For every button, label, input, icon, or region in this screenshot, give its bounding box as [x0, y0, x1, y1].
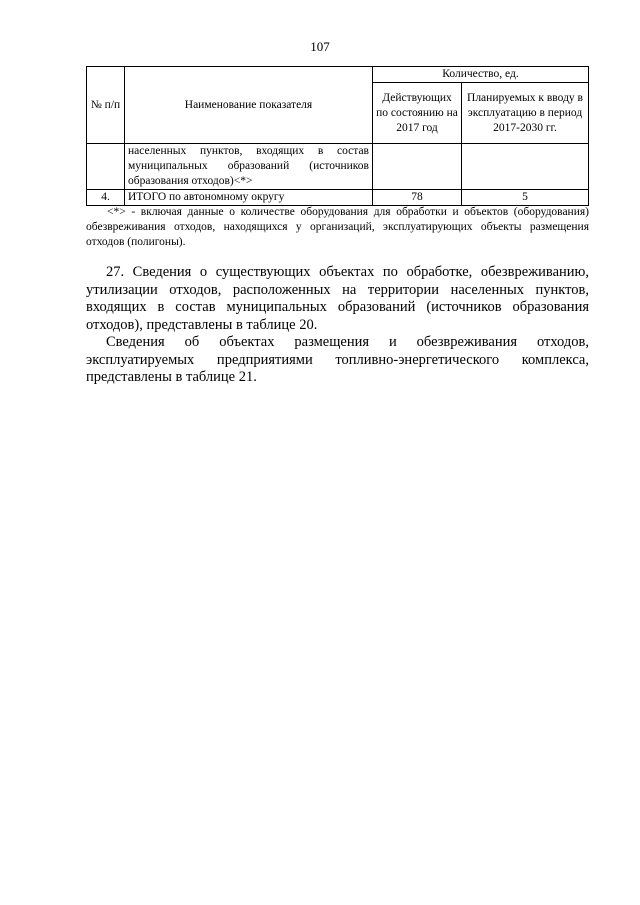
row-current — [373, 144, 462, 190]
paragraph: Сведения об объектах размещения и обезвреживания отходов, эксплуатируемых предприятиями топливно-энергетического комплекса, представлены в таблице 21. — [86, 334, 589, 385]
table-header-row — [87, 67, 589, 83]
header-num: № п/п — [87, 67, 125, 144]
footnote-text: <*> - включая данные о количестве оборудования для обработки и объектов (оборудования) обезвреживания отходов, находящихся у организаций, эксплуатирующих объекты размещения отходов (полигоны). — [86, 206, 589, 248]
row-num — [87, 144, 125, 190]
page-number: 107 — [310, 39, 330, 54]
paragraph: 27. Сведения о существующих объектах по обработке, обезвреживанию, утилизации отходов, расположенных на территории населенных пунктов, входящих в состав муниципальных образований (источников образования отходов), представлены в таблице 20. — [86, 264, 589, 333]
header-quantity: Количество, ед. — [373, 67, 589, 83]
table-row-total — [87, 190, 589, 206]
header-name: Наименование показателя — [125, 67, 373, 144]
header-current: Действующих по состоянию на 2017 год — [373, 83, 462, 144]
row-planned — [462, 144, 589, 190]
row-planned: 5 — [462, 190, 589, 206]
table-row — [87, 144, 589, 190]
row-name: ИТОГО по автономному округу — [125, 190, 373, 206]
header-planned: Планируемых к вводу в эксплуатацию в период 2017-2030 гг. — [462, 83, 589, 144]
row-name: населенных пунктов, входящих в состав муниципальных образований (источников образования отходов)<*> — [125, 144, 373, 190]
footnote — [86, 205, 589, 250]
row-current: 78 — [373, 190, 462, 206]
body-text — [86, 264, 589, 387]
data-table — [86, 66, 589, 206]
row-num: 4. — [87, 190, 125, 206]
